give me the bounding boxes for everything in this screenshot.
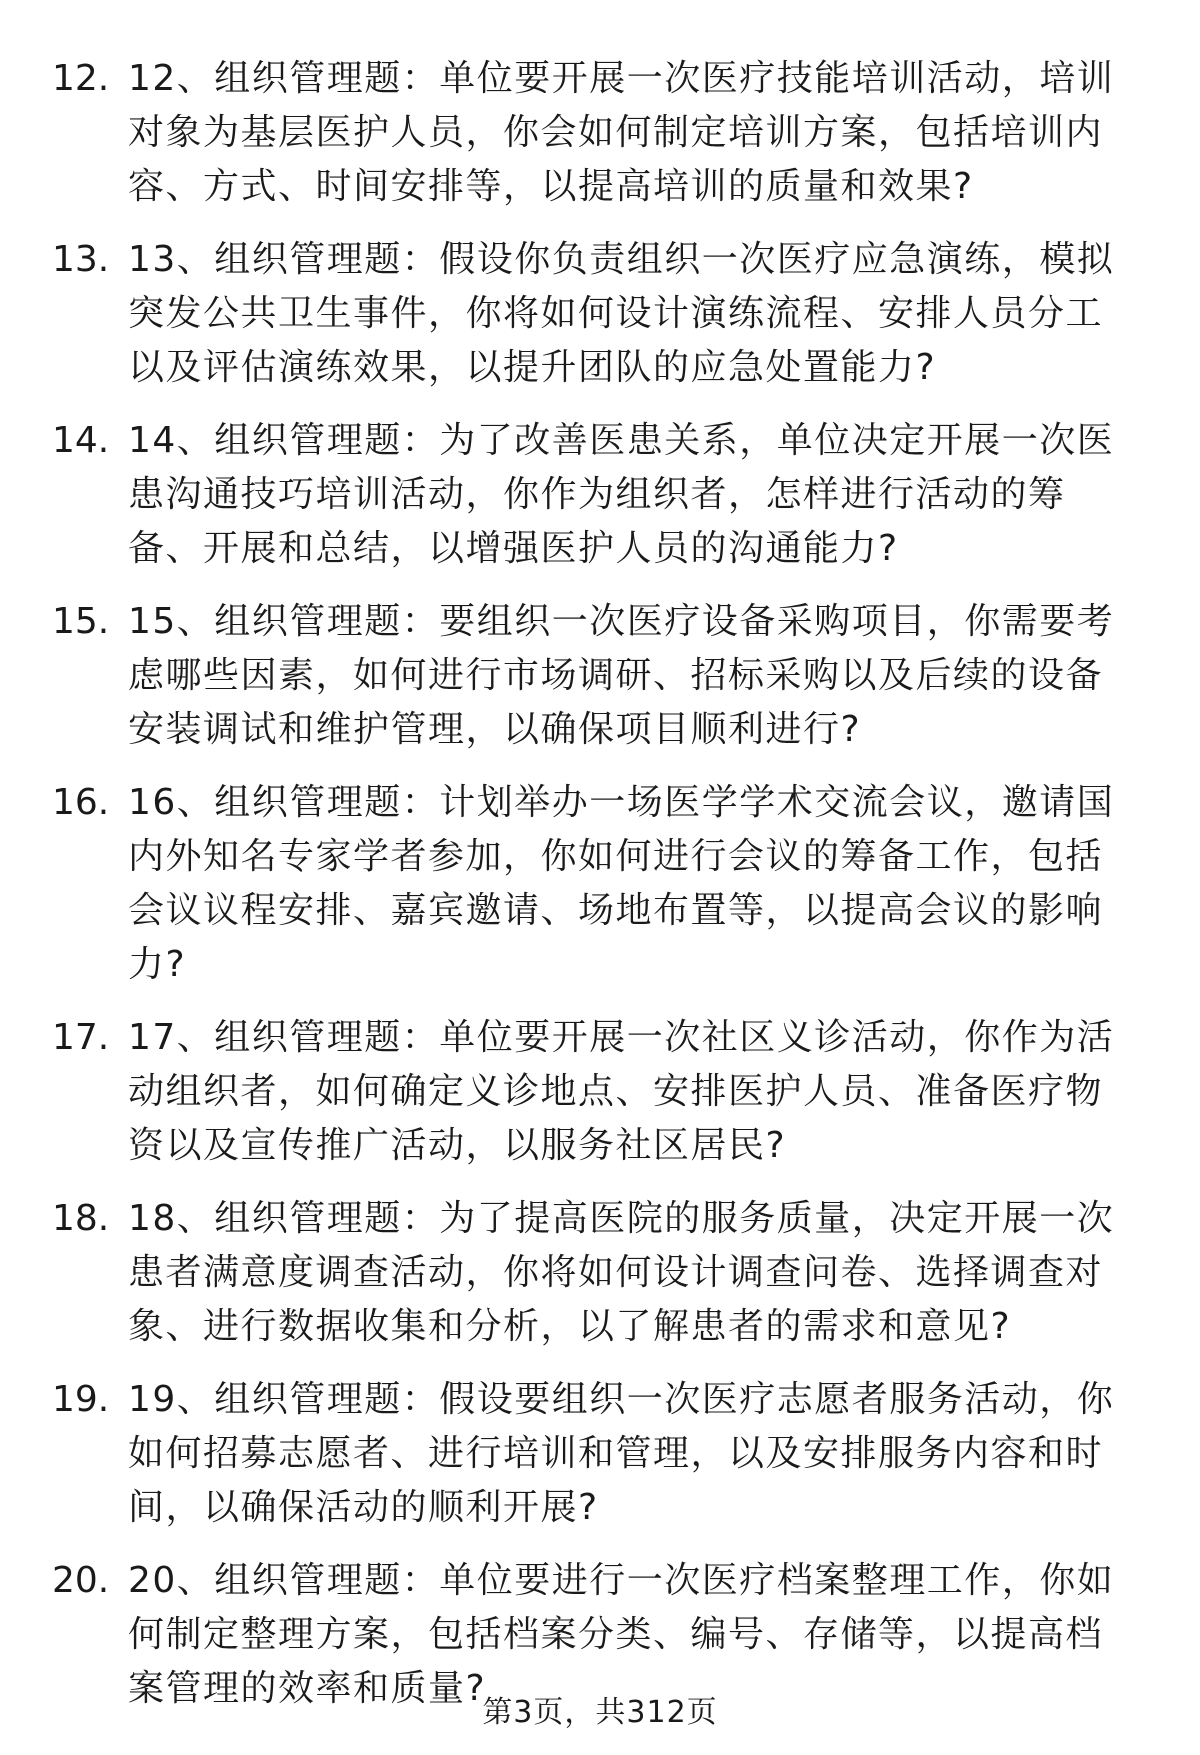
question-item <box>0 1011 1200 1173</box>
question-number: 18. <box>52 1198 110 1239</box>
question-item <box>0 1554 1200 1716</box>
question-text: 18、组织管理题：为了提高医院的服务质量，决定开展一次患者满意度调查活动，你将如何设计调查问卷、选择调查对象、进行数据收集和分析，以了解患者的需求和意见? <box>128 1198 1115 1347</box>
question-item <box>0 414 1200 576</box>
question-text: 20、组织管理题：单位要进行一次医疗档案整理工作，你如何制定整理方案，包括档案分类、编号、存储等，以提高档案管理的效率和质量? <box>128 1560 1115 1709</box>
question-number: 15. <box>52 601 110 642</box>
question-text: 19、组织管理题：假设要组织一次医疗志愿者服务活动，你如何招募志愿者、进行培训和管理，以及安排服务内容和时间，以确保活动的顺利开展? <box>128 1379 1115 1528</box>
page-footer: 第3页，共312页 <box>482 1695 718 1730</box>
question-item <box>0 776 1200 992</box>
question-item <box>0 52 1200 214</box>
question-text: 15、组织管理题：要组织一次医疗设备采购项目，你需要考虑哪些因素，如何进行市场调研、招标采购以及后续的设备安装调试和维护管理，以确保项目顺利进行? <box>128 601 1115 750</box>
question-item <box>0 595 1200 757</box>
question-number: 19. <box>52 1379 110 1420</box>
question-text: 14、组织管理题：为了改善医患关系，单位决定开展一次医患沟通技巧培训活动，你作为组织者，怎样进行活动的筹备、开展和总结，以增强医护人员的沟通能力? <box>128 420 1115 569</box>
question-text: 12、组织管理题：单位要开展一次医疗技能培训活动，培训对象为基层医护人员，你会如何制定培训方案，包括培训内容、方式、时间安排等，以提高培训的质量和效果? <box>128 58 1115 207</box>
question-number: 12. <box>52 58 110 99</box>
question-item <box>0 1192 1200 1354</box>
question-text: 13、组织管理题：假设你负责组织一次医疗应急演练，模拟突发公共卫生事件，你将如何设计演练流程、安排人员分工以及评估演练效果，以提升团队的应急处置能力? <box>128 239 1115 388</box>
question-text: 16、组织管理题：计划举办一场医学学术交流会议，邀请国内外知名专家学者参加，你如何进行会议的筹备工作，包括会议议程安排、嘉宾邀请、场地布置等，以提高会议的影响力? <box>128 782 1115 985</box>
question-item <box>0 1373 1200 1535</box>
question-number: 16. <box>52 782 110 823</box>
question-number: 17. <box>52 1017 110 1058</box>
question-number: 13. <box>52 239 110 280</box>
question-list <box>0 52 1200 1735</box>
question-item <box>0 233 1200 395</box>
question-number: 14. <box>52 420 110 461</box>
question-text: 17、组织管理题：单位要开展一次社区义诊活动，你作为活动组织者，如何确定义诊地点、安排医护人员、准备医疗物资以及宣传推广活动，以服务社区居民? <box>128 1017 1115 1166</box>
question-number: 20. <box>52 1560 110 1601</box>
